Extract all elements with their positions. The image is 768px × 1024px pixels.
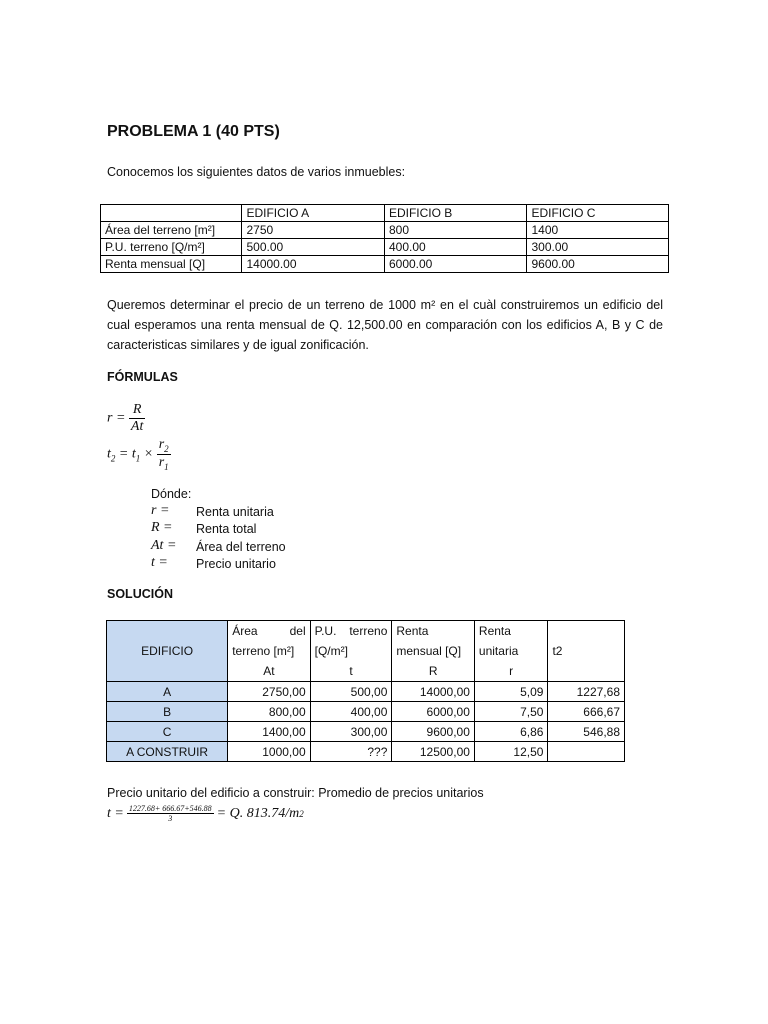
formula-result: = Q. 813.74/m — [216, 805, 300, 821]
data-table — [100, 204, 669, 273]
table-cell: A — [107, 682, 228, 702]
table-row — [101, 239, 669, 256]
header-text: R — [428, 664, 438, 678]
table-cell: 6000,00 — [392, 702, 475, 722]
header-renta-unitaria — [474, 621, 548, 682]
table-cell: 12500,00 — [392, 742, 475, 762]
table-cell: 400,00 — [310, 702, 392, 722]
formula-subscript: 1 — [135, 453, 141, 464]
solucion-heading: SOLUCIÓN — [107, 587, 173, 601]
table-cell: 5,09 — [474, 682, 548, 702]
table-cell: 1400,00 — [228, 722, 310, 742]
table-cell: 14000,00 — [392, 682, 475, 702]
table-row — [101, 222, 669, 239]
table-row — [107, 722, 625, 742]
definition-symbol: At = — [151, 538, 177, 553]
formula-fraction — [157, 437, 171, 472]
header-text: mensual [Q] — [396, 644, 462, 658]
header-text: At — [263, 664, 275, 678]
header-text: P.U. — [314, 624, 337, 638]
table-cell: 2750,00 — [228, 682, 310, 702]
table-cell: 300,00 — [310, 722, 392, 742]
header-text: Área — [232, 624, 258, 638]
table-row — [107, 682, 625, 702]
table-cell: P.U. terreno [Q/m²] — [101, 239, 242, 256]
table-cell: EDIFICIO B — [384, 205, 527, 222]
formula-numerator: R — [129, 402, 145, 419]
table-cell: ??? — [310, 742, 392, 762]
definition-description: Renta total — [196, 522, 257, 536]
table-header-row — [101, 205, 669, 222]
table-row — [107, 702, 625, 722]
formula-mid: = t — [118, 446, 136, 462]
conclusion-text: Precio unitario del edificio a construir: Promedio de precios unitarios — [107, 786, 484, 800]
definition-symbol: R = — [151, 520, 173, 535]
header-area — [228, 621, 310, 682]
header-t2: t2 — [548, 621, 625, 682]
header-text: Renta — [396, 624, 429, 638]
table-cell: 1227,68 — [548, 682, 625, 702]
formula-renta-unitaria — [107, 402, 145, 435]
table-cell: 800 — [384, 222, 527, 239]
table-cell: 500.00 — [242, 239, 385, 256]
formula-lhs: t — [107, 446, 111, 462]
table-cell: 1400 — [527, 222, 669, 239]
table-cell: 2750 — [242, 222, 385, 239]
solution-table — [106, 620, 625, 762]
table-cell: 400.00 — [384, 239, 527, 256]
denominator-symbol: r — [158, 454, 165, 470]
formula-denominator: 3 — [168, 814, 173, 823]
table-cell — [548, 742, 625, 762]
table-cell: 300.00 — [527, 239, 669, 256]
table-cell: 546,88 — [548, 722, 625, 742]
formula-subscript: 2 — [110, 453, 116, 464]
definition-symbol: t = — [151, 555, 168, 570]
numerator-symbol: r — [158, 437, 165, 452]
problem-title: PROBLEMA 1 (40 PTS) — [107, 123, 280, 140]
definition-symbol: r = — [151, 503, 170, 518]
header-text: del — [289, 624, 306, 638]
table-cell: 12,50 — [474, 742, 548, 762]
table-cell: 1000,00 — [228, 742, 310, 762]
header-pu — [310, 621, 392, 682]
table-cell: EDIFICIO A — [242, 205, 385, 222]
formula-numerator — [157, 437, 171, 455]
table-cell: C — [107, 722, 228, 742]
formula-denominator: At — [130, 419, 144, 434]
intro-text: Conocemos los siguientes datos de varios inmuebles: — [107, 165, 406, 179]
table-cell: A CONSTRUIR — [107, 742, 228, 762]
header-text: terreno [m²] — [232, 644, 295, 658]
formula-numerator: 1227.68+ 666.67+546.88 — [128, 804, 212, 813]
formula-fraction — [127, 804, 214, 823]
formulas-heading: FÓRMULAS — [107, 370, 178, 384]
table-row — [107, 742, 625, 762]
header-text: r — [509, 664, 514, 678]
table-cell: 9600,00 — [392, 722, 475, 742]
formula-fraction — [129, 402, 145, 435]
header-text: t — [349, 664, 353, 678]
header-text: unitaria — [478, 644, 519, 658]
final-formula — [107, 804, 304, 823]
donde-label: Dónde: — [151, 487, 192, 501]
header-text: Renta — [478, 624, 511, 638]
header-renta — [392, 621, 475, 682]
header-text: terreno — [349, 624, 388, 638]
formula-superscript: 2 — [299, 808, 304, 819]
header-edificio: EDIFICIO — [107, 621, 228, 682]
table-cell: 666,67 — [548, 702, 625, 722]
formula-lhs: t = — [107, 805, 124, 821]
formula-denominator — [157, 455, 171, 472]
table-row — [101, 256, 669, 273]
formula-subscript: 2 — [164, 443, 169, 454]
definition-description: Precio unitario — [196, 557, 276, 571]
formula-lhs: r = — [107, 410, 126, 426]
table-cell: B — [107, 702, 228, 722]
times-symbol: × — [143, 446, 154, 462]
formula-precio-comparativo — [107, 437, 171, 472]
table-cell: EDIFICIO C — [527, 205, 669, 222]
table-header-row — [107, 621, 625, 682]
table-cell: 7,50 — [474, 702, 548, 722]
table-cell: 9600.00 — [527, 256, 669, 273]
table-cell: Área del terreno [m²] — [101, 222, 242, 239]
table-cell: 14000.00 — [242, 256, 385, 273]
table-cell: 800,00 — [228, 702, 310, 722]
table-cell: 500,00 — [310, 682, 392, 702]
problem-statement: Queremos determinar el precio de un terreno de 1000 m² en el cuàl construiremos un edificio del cual esperamos una renta mensual de Q. 12,500.00 en comparación con los edificios A, B y C de caracteristicas similares y de igual zonificación. — [107, 298, 663, 352]
formula-subscript: 1 — [164, 461, 169, 472]
definition-description: Área del terreno — [196, 540, 286, 554]
definition-description: Renta unitaria — [196, 505, 274, 519]
table-cell: 6,86 — [474, 722, 548, 742]
table-cell: 6000.00 — [384, 256, 527, 273]
table-cell: Renta mensual [Q] — [101, 256, 242, 273]
header-text: [Q/m²] — [314, 644, 348, 658]
table-cell — [101, 205, 242, 222]
